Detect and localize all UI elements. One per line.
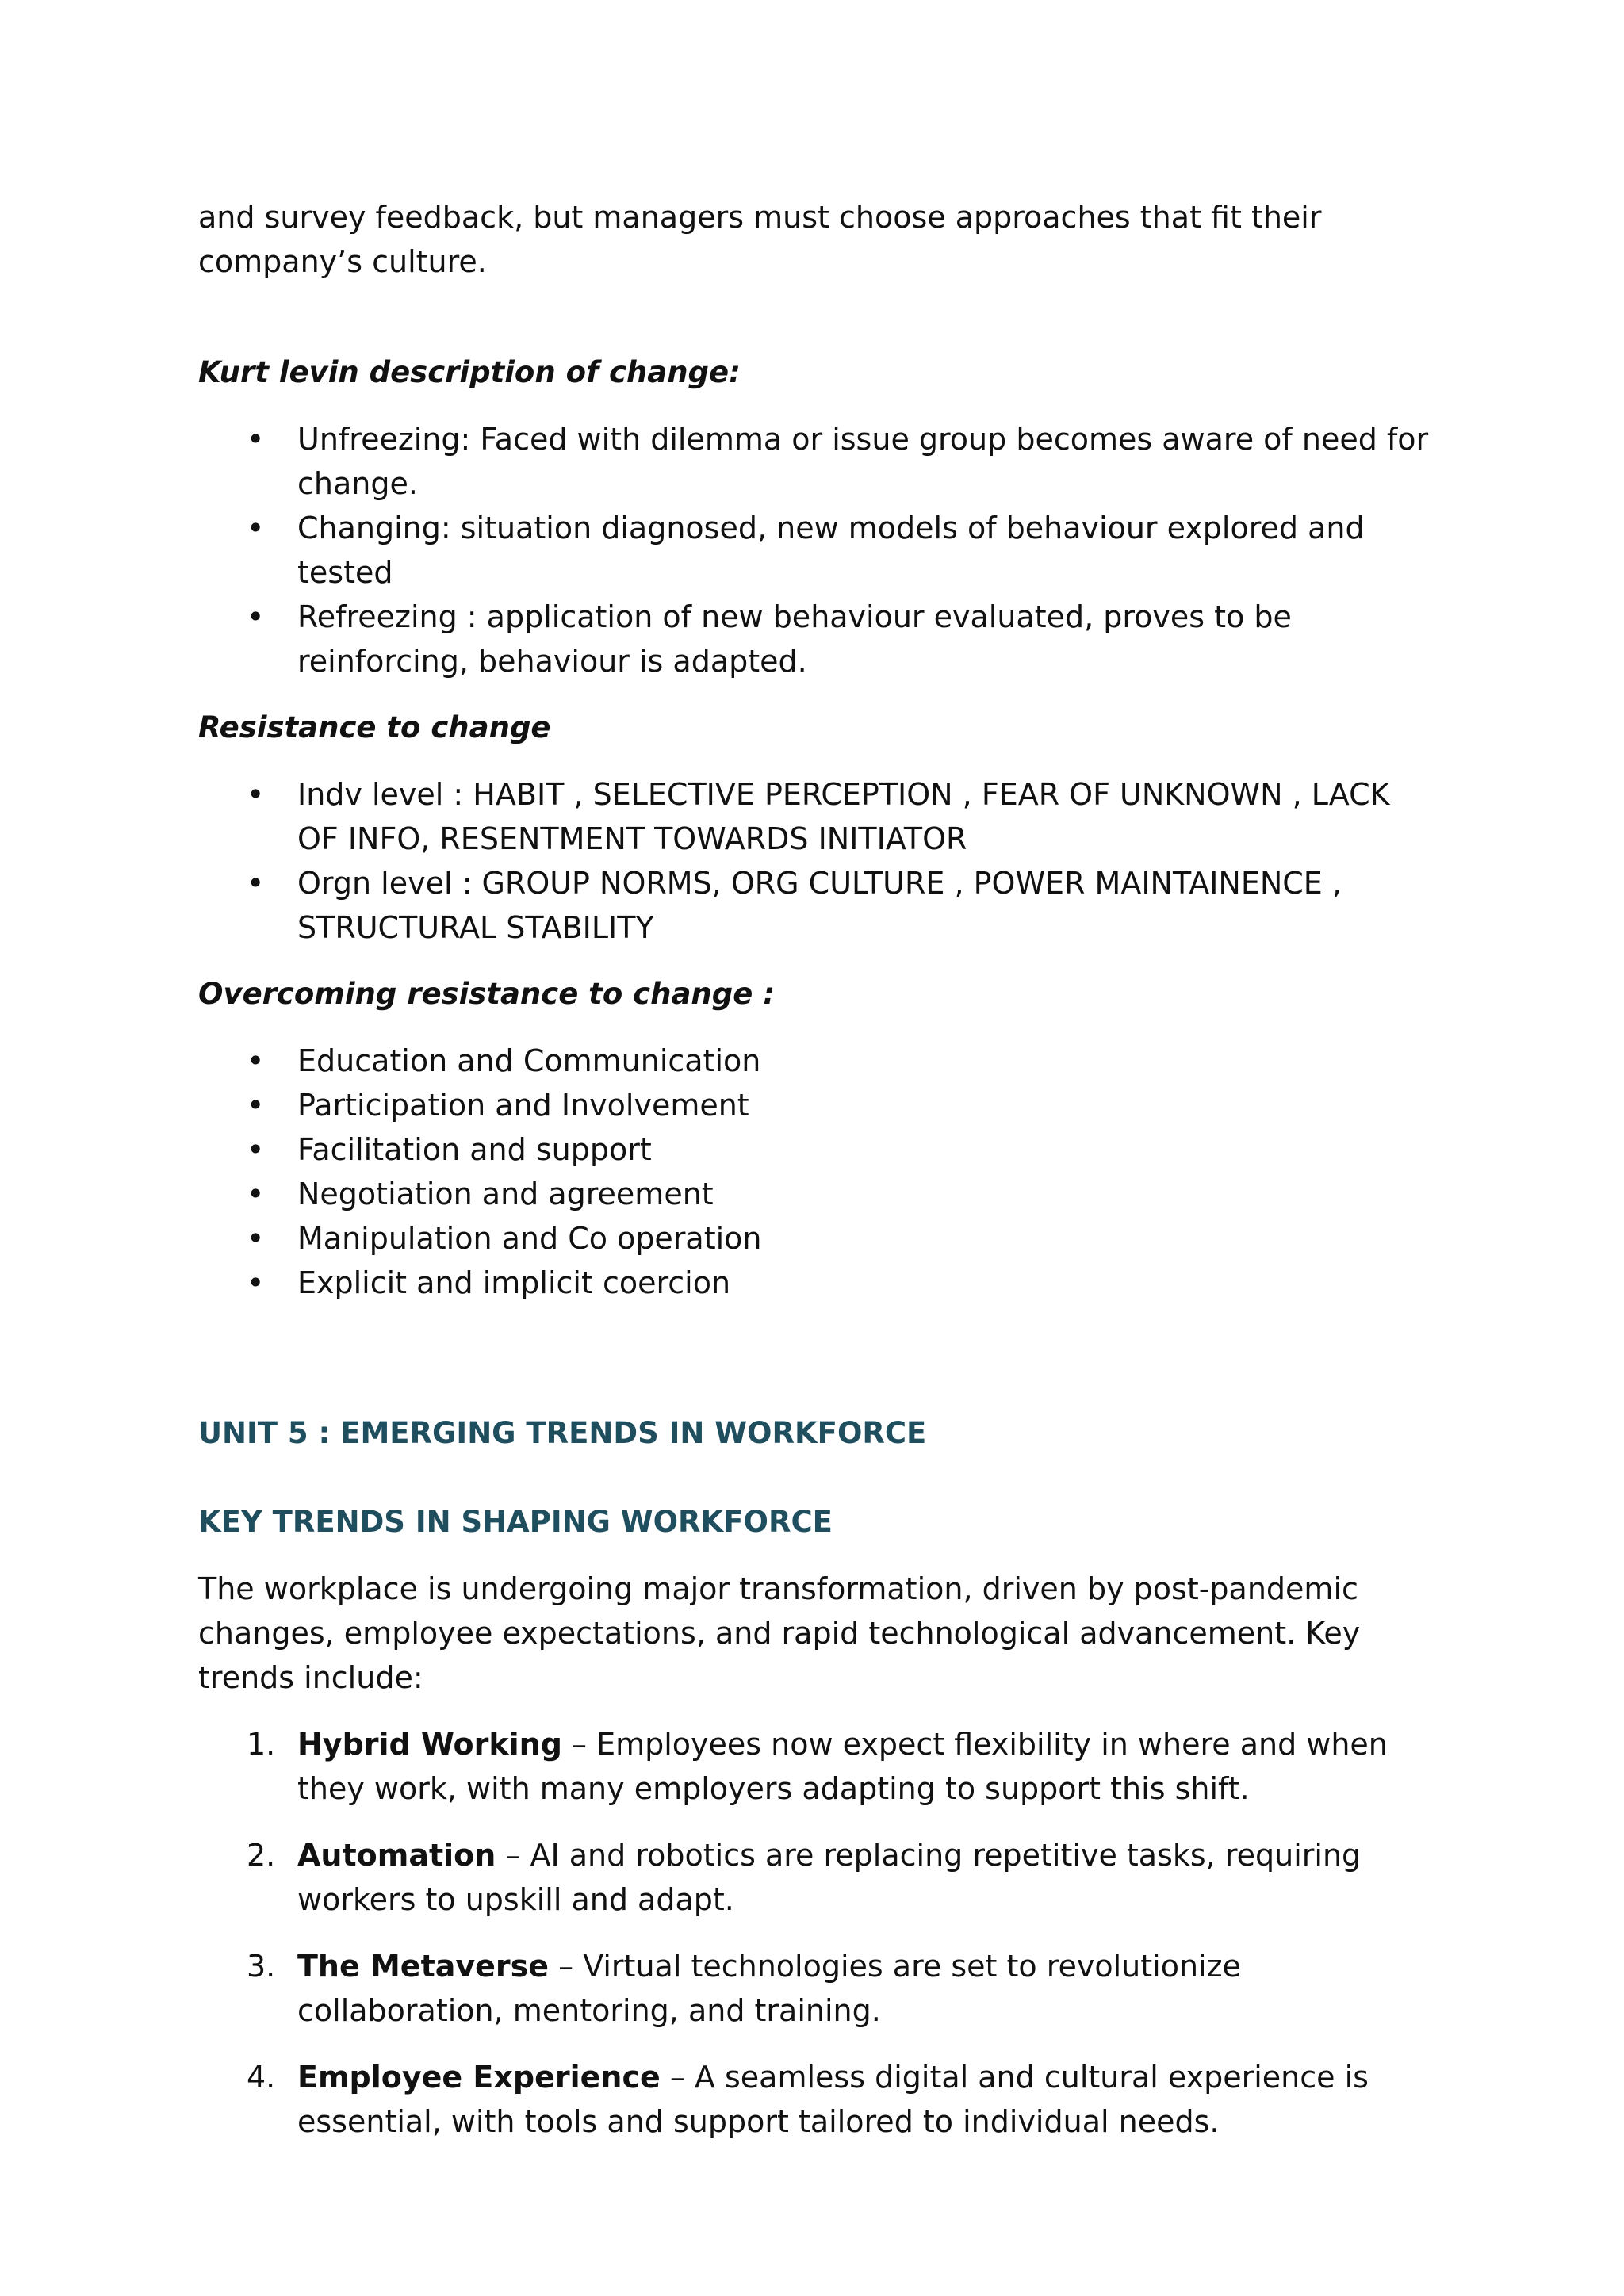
trend-item: [198, 2055, 1435, 2144]
key-trends-intro: The workplace is undergoing major transformation, driven by post-pandemic changes, employee expectations, and rapid technological advancement. Key trends include:: [198, 1571, 1361, 1695]
list-item: • Negotiation and agreement: [198, 1172, 1435, 1216]
trend-item: [198, 1722, 1435, 1811]
list-item: • Education and Communication: [198, 1039, 1435, 1083]
trend-title: Automation: [297, 1838, 496, 1873]
list-item: • Unfreezing: Faced with dilemma or issue group becomes aware of need for change.: [198, 417, 1435, 506]
trend-text: – Employees now expect flexibility in where and when they work, with many employers adapting to support this shift.: [297, 1727, 1388, 1806]
trend-text: – Virtual technologies are set to revolutionize collaboration, mentoring, and training.: [297, 1949, 1241, 2028]
levin-heading: Kurt levin description of change:: [198, 355, 741, 389]
list-item: • Manipulation and Co operation: [198, 1216, 1435, 1261]
trend-item: [198, 1833, 1435, 1922]
trend-number: 2.: [247, 1838, 276, 1873]
page-content: [198, 195, 1435, 2166]
trend-number: 1.: [247, 1727, 276, 1762]
list-item: • Refreezing : application of new behaviour evaluated, proves to be reinforcing, behaviour is adapted.: [198, 595, 1435, 683]
overcoming-list: [198, 1039, 1435, 1305]
resistance-list: [198, 772, 1435, 950]
unit-heading: UNIT 5 : EMERGING TRENDS IN WORKFORCE: [198, 1416, 927, 1450]
trend-number: 3.: [247, 1949, 276, 1984]
trend-title: The Metaverse: [297, 1949, 550, 1984]
trend-text: – A seamless digital and cultural experience is essential, with tools and support tailored to individual needs.: [297, 2060, 1369, 2139]
list-item: • Changing: situation diagnosed, new models of behaviour explored and tested: [198, 506, 1435, 595]
trends-list: [198, 1722, 1435, 2144]
trend-item: [198, 1944, 1435, 2033]
list-item: • Indv level : HABIT , SELECTIVE PERCEPTION , FEAR OF UNKNOWN , LACK OF INFO, RESENTMENT TOWARDS INITIATOR: [198, 772, 1435, 861]
trend-number: 4.: [247, 2060, 276, 2095]
key-trends-heading: KEY TRENDS IN SHAPING WORKFORCE: [198, 1505, 833, 1539]
list-item: • Participation and Involvement: [198, 1083, 1435, 1127]
list-item: • Explicit and implicit coercion: [198, 1261, 1435, 1305]
list-item: • Orgn level : GROUP NORMS, ORG CULTURE , POWER MAINTAINENCE , STRUCTURAL STABILITY: [198, 861, 1435, 950]
levin-list: [198, 417, 1435, 683]
list-item: • Facilitation and support: [198, 1127, 1435, 1172]
resistance-heading: Resistance to change: [198, 710, 551, 744]
trend-title: Employee Experience: [297, 2060, 661, 2095]
intro-paragraph: and survey feedback, but managers must choose approaches that fit their company’s culture.: [198, 200, 1322, 279]
trend-text: – AI and robotics are replacing repetitive tasks, requiring workers to upskill and adapt.: [297, 1838, 1362, 1917]
overcoming-heading: Overcoming resistance to change :: [198, 977, 776, 1011]
trend-title: Hybrid Working: [297, 1727, 562, 1762]
